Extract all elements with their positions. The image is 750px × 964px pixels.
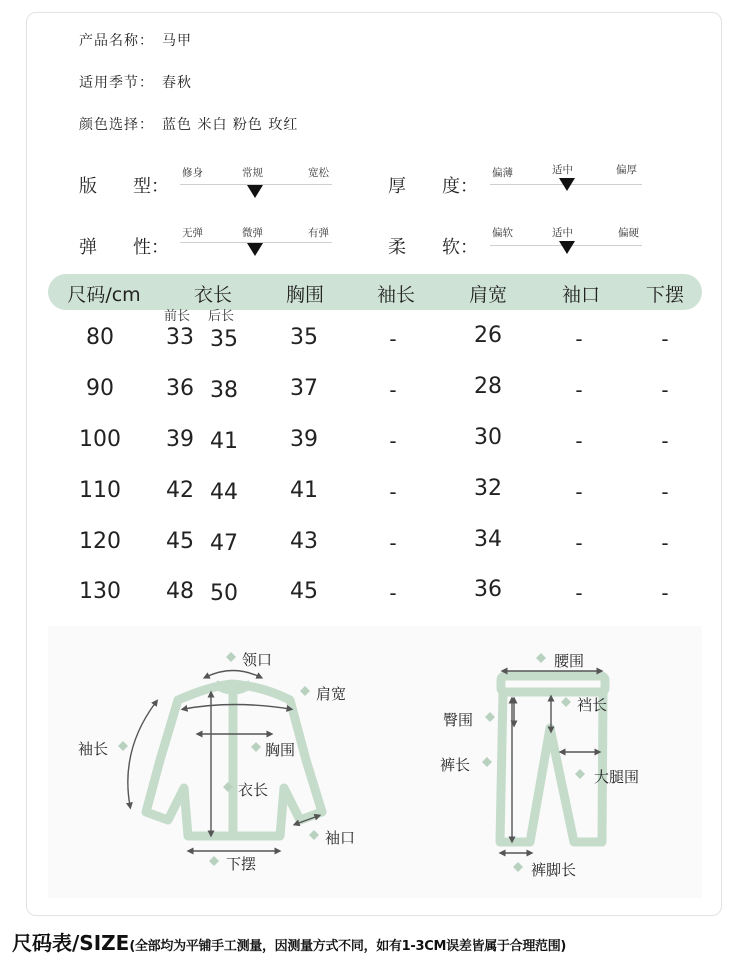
table-cell: 39 bbox=[166, 427, 194, 452]
table-cell: 35 bbox=[210, 327, 238, 352]
header-shoulder: 肩宽 bbox=[468, 284, 507, 306]
label-chest: 胸围 bbox=[265, 741, 296, 759]
fit-option: 常规 bbox=[242, 167, 263, 179]
table-cell: - bbox=[661, 531, 669, 555]
table-cell: 33 bbox=[166, 325, 194, 350]
table-cell: - bbox=[661, 581, 669, 605]
stretch-option: 微弹 bbox=[242, 227, 263, 239]
table-cell: - bbox=[661, 429, 669, 453]
table-cell: 36 bbox=[166, 376, 194, 401]
softness-option: 适中 bbox=[552, 227, 573, 239]
jacket-outline bbox=[146, 684, 322, 836]
label-sleeve: 袖长 bbox=[78, 740, 109, 758]
fit-label: 版 型： bbox=[79, 176, 169, 197]
table-cell: 41 bbox=[210, 429, 238, 454]
stretch-option: 无弹 bbox=[182, 227, 203, 239]
table-cell: - bbox=[575, 378, 583, 402]
footer-title: 尺码表/SIZE bbox=[12, 931, 130, 955]
table-cell: 130 bbox=[79, 579, 121, 604]
table-cell: - bbox=[389, 480, 397, 504]
label-hip: 臀围 bbox=[443, 711, 474, 729]
label-waist: 腰围 bbox=[554, 652, 585, 670]
thickness-option: 适中 bbox=[552, 164, 573, 176]
label-cuff: 袖口 bbox=[325, 829, 356, 847]
table-cell: - bbox=[575, 429, 583, 453]
softness-option: 偏软 bbox=[492, 227, 513, 239]
table-cell: 90 bbox=[86, 376, 114, 401]
label-hem: 下摆 bbox=[226, 855, 257, 873]
table-cell: 80 bbox=[86, 325, 114, 350]
table-cell: - bbox=[575, 480, 583, 504]
header-length: 衣长 bbox=[193, 284, 232, 306]
info-value: 春秋 bbox=[162, 75, 192, 91]
header-hem: 下摆 bbox=[645, 284, 684, 306]
info-label: 颜色选择： bbox=[79, 117, 154, 133]
thickness-option: 偏厚 bbox=[616, 164, 637, 176]
table-cell: 32 bbox=[474, 476, 502, 501]
table-cell: 38 bbox=[210, 378, 238, 403]
info-value: 蓝色 米白 粉色 玫红 bbox=[162, 117, 299, 133]
label-length: 衣长 bbox=[238, 781, 269, 799]
table-cell: 110 bbox=[79, 478, 121, 503]
header-chest: 胸围 bbox=[285, 284, 324, 306]
label-shoulder: 肩宽 bbox=[316, 685, 347, 703]
label-collar: 领口 bbox=[242, 651, 273, 669]
table-cell: 47 bbox=[210, 531, 238, 556]
thickness-label: 厚 度： bbox=[388, 176, 478, 197]
table-cell: 100 bbox=[79, 427, 121, 452]
header-sleeve: 袖长 bbox=[376, 284, 415, 306]
table-cell: 42 bbox=[166, 478, 194, 503]
header-cuff: 袖口 bbox=[561, 284, 600, 306]
stretch-label: 弹 性： bbox=[79, 237, 169, 258]
table-cell: 34 bbox=[474, 527, 502, 552]
table-cell: - bbox=[389, 378, 397, 402]
footer-note: (全部均为平铺手工测量，因测量方式不同，如有1-3CM误差皆属于合理范围) bbox=[129, 939, 567, 954]
info-value: 马甲 bbox=[162, 33, 192, 49]
softness-label: 柔 软： bbox=[388, 237, 478, 258]
table-cell: - bbox=[575, 327, 583, 351]
table-cell: 36 bbox=[474, 577, 502, 602]
table-cell: - bbox=[661, 480, 669, 504]
table-cell: - bbox=[575, 531, 583, 555]
table-cell: 45 bbox=[166, 529, 194, 554]
thickness-option: 偏薄 bbox=[492, 167, 513, 179]
table-cell: - bbox=[389, 581, 397, 605]
softness-option: 偏硬 bbox=[618, 227, 639, 239]
table-cell: 45 bbox=[290, 579, 318, 604]
label-thigh: 大腿围 bbox=[594, 768, 640, 786]
fit-option: 宽松 bbox=[308, 167, 329, 179]
label-leg-opening: 裤脚长 bbox=[531, 861, 577, 879]
table-cell: 28 bbox=[474, 374, 502, 399]
table-cell: 120 bbox=[79, 529, 121, 554]
table-cell: - bbox=[389, 327, 397, 351]
table-cell: 39 bbox=[290, 427, 318, 452]
label-pant-length: 裤长 bbox=[440, 756, 471, 774]
table-cell: 43 bbox=[290, 529, 318, 554]
footer bbox=[12, 927, 566, 956]
table-cell: - bbox=[389, 429, 397, 453]
table-cell: - bbox=[661, 327, 669, 351]
subheader-back-length: 后长 bbox=[208, 309, 235, 324]
header-size: 尺码/cm bbox=[67, 284, 141, 306]
subheader-front-length: 前长 bbox=[164, 309, 191, 324]
label-crotch: 裆长 bbox=[577, 696, 608, 714]
table-cell: 48 bbox=[166, 579, 194, 604]
table-cell: 41 bbox=[290, 478, 318, 503]
table-cell: 37 bbox=[290, 376, 318, 401]
table-cell: 50 bbox=[210, 581, 238, 606]
fit-option: 修身 bbox=[182, 167, 203, 179]
table-cell: 26 bbox=[474, 323, 502, 348]
info-label: 产品名称： bbox=[79, 33, 154, 49]
info-label: 适用季节： bbox=[79, 75, 154, 91]
table-cell: - bbox=[389, 531, 397, 555]
table-cell: 44 bbox=[210, 480, 238, 505]
stretch-option: 有弹 bbox=[308, 227, 329, 239]
table-cell: - bbox=[575, 581, 583, 605]
table-cell: - bbox=[661, 378, 669, 402]
table-cell: 35 bbox=[290, 325, 318, 350]
table-cell: 30 bbox=[474, 425, 502, 450]
